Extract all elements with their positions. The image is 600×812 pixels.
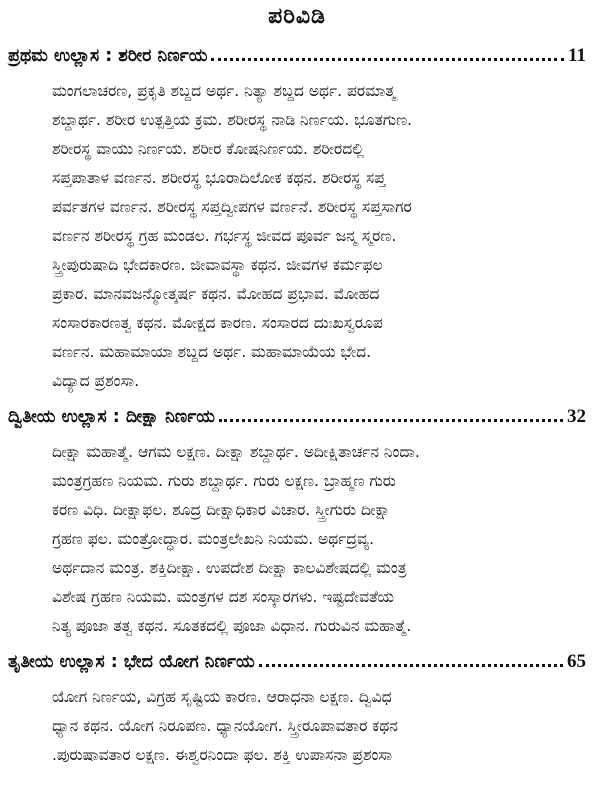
section-body <box>8 438 586 641</box>
body-line: ವಿದ್ಯಾದ ಪ್ರಶಂಸಾ. <box>52 372 140 390</box>
page-title: ಪರಿವಿಡಿ <box>268 4 326 29</box>
section-body <box>8 683 586 770</box>
body-line: ಮಂಗಲಾಚರಣ, ಪ್ರಕೃತಿ ಶಬ್ದದ ಅರ್ಥ. ನಿತ್ಯಾ ಶಬ್ದದ ಅರ್ಥ. ಪರಮಾತ್ಮ <box>52 82 396 100</box>
section-2 <box>8 404 586 641</box>
body-line: ಸ್ತ್ರೀಪುರುಷಾದಿ ಭೇದಕಾರಣ. ಜೀವಾವಸ್ಥಾ ಕಥನ. ಜೀವಗಳ ಕರ್ಮಫಲ <box>52 256 383 274</box>
section-heading-row <box>8 43 586 69</box>
body-line: ವರ್ಣನ. ಮಹಾಮಾಯಾ ಶಬ್ದದ ಅರ್ಥ. ಮಹಾಮಾಯೆಯ ಭೇದ. <box>52 343 372 361</box>
page-number: 32 <box>567 406 586 427</box>
section-1 <box>8 43 586 396</box>
body-line: ಸಪ್ತಪಾತಾಳ ವರ್ಣನ. ಶರೀರಸ್ಥ ಭೂರಾದಿಲೋಕ ಕಥನ. ಶರೀರಸ್ಥ ಸಪ್ತ <box>52 169 386 187</box>
body-line: ದೀಕ್ಷಾ ಮಹಾತ್ಮೆ. ಆಗಮ ಲಕ್ಷಣ. ದೀಕ್ಷಾ ಶಬ್ದಾರ್ಥ. ಅದೀಕ್ಷಿತಾರ್ಚನ ನಿಂದಾ. <box>52 443 420 461</box>
section-heading-row <box>8 649 586 675</box>
body-line: ಮಂತ್ರಗ್ರಹಣ ನಿಯಮ. ಗುರು ಶಬ್ದಾರ್ಥ. ಗುರು ಲಕ್ಷಣ. ಬ್ರಾಹ್ಮಣ ಗುರು <box>52 472 396 490</box>
dot-leader <box>259 664 563 667</box>
body-line: ಶಬ್ದಾರ್ಥ. ಶರೀರ ಉತ್ಪತ್ತಿಯ ಕ್ರಮ. ಶರೀರಸ್ಥ ನಾಡಿ ನಿರ್ಣಯ. ಭೂತಗುಣ. <box>52 111 413 129</box>
page-number: 11 <box>568 45 586 66</box>
body-line: ವಿಶೇಷ ಗ್ರಹಣ ನಿಯಮ. ಮಂತ್ರಗಳ ದಶ ಸಂಸ್ಕಾರಗಳು. ಇಷ್ಟದೇವತೆಯ <box>52 588 394 606</box>
dot-leader <box>211 58 564 61</box>
section-3 <box>8 649 586 770</box>
body-line: ಸಂಸಾರಕಾರಣತ್ವ ಕಥನ. ಮೋಕ್ಷದ ಕಾರಣ. ಸಂಸಾರದ ದುಃಖಸ್ವರೂಪ <box>52 314 383 332</box>
body-line: ಗ್ರಹಣ ಫಲ. ಮಂತ್ರೋದ್ಧಾರ. ಮಂತ್ರಲೇಖನಿ ನಿಯಮ. ಅರ್ಥದ್ರವ್ಯ. <box>52 530 375 548</box>
body-line: ಕರಣ ವಿಧಿ. ದೀಕ್ಷಾಫಲ. ಶೂದ್ರ ದೀಕ್ಷಾಧಿಕಾರ ವಿಚಾರ. ಸ್ತ್ರೀಗುರು ದೀಕ್ಷಾ <box>52 501 391 519</box>
section-heading: ದ್ವಿತೀಯ ಉಲ್ಲಾಸ : ದೀಕ್ಷಾ ನಿರ್ಣಯ <box>8 407 216 427</box>
body-line: ಶರೀರಸ್ಥ ವಾಯು ನಿರ್ಣಯ. ಶರೀರ ಕೋಷನಿರ್ಣಯ. ಶರೀರದಲ್ಲಿ <box>52 140 364 158</box>
section-body <box>8 77 586 396</box>
body-line: .ಪುರುಷಾವತಾರ ಲಕ್ಷಣ. ಈಶ್ವರನಿಂದಾ ಫಲ. ಶಕ್ತಿ ಉಪಾಸನಾ ಪ್ರಶಂಸಾ <box>52 746 393 764</box>
section-heading: ತೃತೀಯ ಉಲ್ಲಾಸ : ಭೇದ ಯೋಗ ನಿರ್ಣಯ <box>8 652 255 672</box>
body-line: ವರ್ಣನ ಶರೀರಸ್ಥ ಗ್ರಹ ಮಂಡಲ. ಗರ್ಭಸ್ಥ ಜೀವದ ಪೂರ್ವ ಜನ್ಮ ಸ್ಮರಣ. <box>52 227 397 245</box>
section-heading: ಪ್ರಥಮ ಉಲ್ಲಾಸ : ಶರೀರ ನಿರ್ಣಯ <box>8 46 208 66</box>
section-heading-row <box>8 404 586 430</box>
body-line: ನಿತ್ಯ ಪೂಜಾ ತತ್ವ ಕಥನ. ಸೂತಕದಲ್ಲಿ ಪೂಜಾ ವಿಧಾನ. ಗುರುವಿನ ಮಹಾತ್ಮೆ. <box>52 617 412 635</box>
body-line: ಅರ್ಥದಾನ ಮಂತ್ರ. ಶಕ್ತಿದೀಕ್ಷಾ. ಉಪದೇಶ ದೀಕ್ಷಾ ಕಾಲವಿಶೇಷದಲ್ಲಿ ಮಂತ್ರ <box>52 559 407 577</box>
dot-leader <box>219 419 563 422</box>
body-line: ಧ್ಯಾನ ಕಥನ. ಯೋಗ ನಿರೂಪಣ. ಧ್ಯಾನಯೋಗ. ಸ್ತ್ರೀರೂಪಾವತಾರ ಕಥನ <box>52 717 398 735</box>
body-line: ಯೋಗ ನಿರ್ಣಯ, ವಿಗ್ರಹ ಸೃಷ್ಟಿಯ ಕಾರಣ. ಆರಾಧನಾ ಲಕ್ಷಣ. ದ್ವಿವಿಧ <box>52 688 392 706</box>
page-number: 65 <box>567 651 586 672</box>
body-line: ಪರ್ವತಗಳ ವರ್ಣನ. ಶರೀರಸ್ಥ ಸಪ್ತದ್ವೀಪಗಳ ವರ್ಣನೆ. ಶರೀರಸ್ಥ ಸಪ್ತಸಾಗರ <box>52 198 412 216</box>
body-line: ಪ್ರಕಾರ. ಮಾನವಜನ್ಮೋತ್ಕರ್ಷ ಕಥನ. ಮೋಹದ ಪ್ರಭಾವ. ಮೋಹದ <box>52 285 380 303</box>
